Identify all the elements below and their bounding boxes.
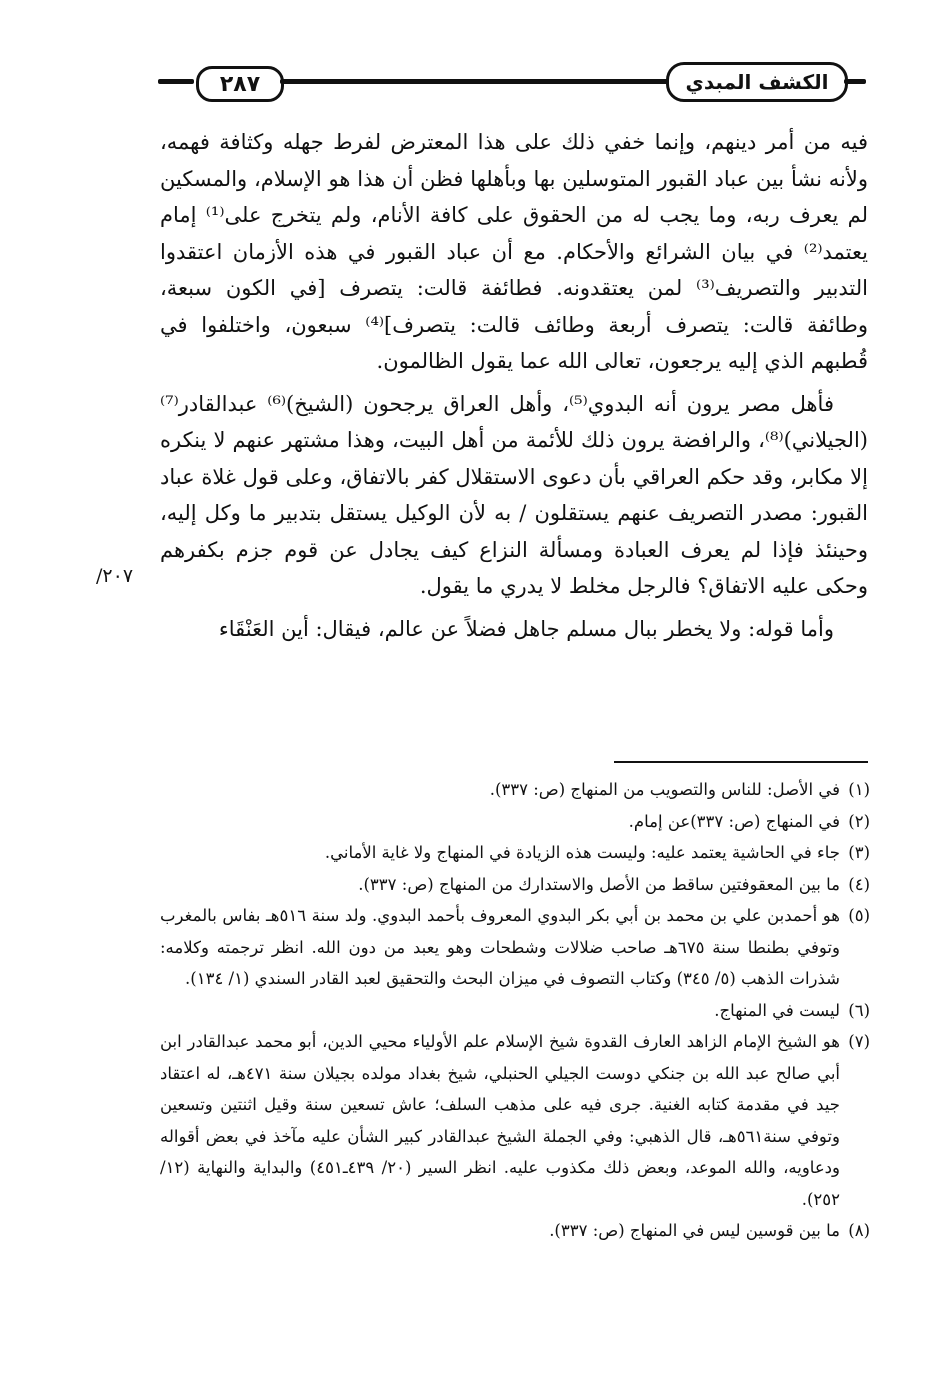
footnote-item (160, 1215, 870, 1247)
footnote-text: ليست في المنهاج. (714, 1000, 840, 1020)
footnote-item (160, 1026, 870, 1215)
manuscript-folio-ref: ٢٠٧/ (96, 565, 134, 587)
footnote-number: (٣) (848, 843, 870, 862)
footnote-number: (٢) (848, 811, 870, 831)
footnote-number: (٨) (848, 1221, 870, 1240)
page-header (158, 62, 866, 102)
footnote-number: (٦) (848, 1000, 870, 1020)
header-rule-right (844, 79, 866, 84)
page-number: ٢٨٧ (196, 66, 284, 102)
paragraph-2: فأهل مصر يرون أنه البدوي⁽⁵⁾، وأهل العراق يرجحون (الشيخ)⁽⁶⁾ عبدالقادر⁽⁷⁾ (الجيلاني)⁽⁸⁾، والرافضة يرون ذلك للأئمة من أهل البيت، وهذا مشتهر عنهم لا ينكره إلا مكابر، وقد حكم العراقي بأن دعوى الاستقلال كفر بالاتفاق، وعلى قول غلاة عباد القبور: مصدر التصريف عنهم يستقلون / به لأن الوكيل يستقل بتدبير ما وكل إليه، وحينئذ فإذا لم يعرف العبادة ومسألة النزاع كيف يجادل عن قوم جزم بكفرهم وحكى عليه الاتفاق؟ فالرجل مخلط لا يدري ما يقول. (160, 391, 868, 598)
footnote-number: (٥) (848, 906, 870, 925)
footnote-number: (١) (848, 780, 870, 799)
footnote-number: (٧) (848, 1032, 870, 1051)
footnotes (160, 774, 870, 1247)
footnote-separator (614, 761, 868, 763)
footnote-text: في الأصل: للناس والتصويب من المنهاج (ص: ٣٣٧). (489, 780, 840, 799)
footnote-text: ما بين قوسين ليس في المنهاج (ص: ٣٣٧). (549, 1221, 840, 1240)
footnote-item (160, 806, 870, 838)
footnote-item (160, 837, 870, 869)
footnote-number: (٤) (848, 874, 870, 894)
footnote-text: هو الشيخ الإمام الزاهد العارف القدوة شيخ الإسلام علم الأولياء محيي الدين، أبو محمد عبدالقادر ابن أبي صالح عبد الله بن جنكي دوست الجيلي الحنبلي، شيخ بغداد مولده بجيلان سنة ٤٧١هـ، له اعتقاد جيد في مقدمة كتابه الغنية. جرى فيه على مذهب السلف؛ عاش تسعين سنة وقيل اثنتين وتسعين وتوفي سنة٥٦١هـ، قال الذهبي: وفي الجملة الشيخ عبدالقادر كبير الشأن عليه مآخذ في بعض أقواله ودعاويه، والله الموعد، وبعض ذلك مكذوب عليه. انظر السير (٢٠/ ٤٣٩ـ٤٥١) والبداية والنهاية (١٢/ ٢٥٢). (160, 1032, 840, 1209)
footnote-text: في المنهاج (ص: ٣٣٧)عن إمام. (628, 811, 840, 831)
book-title: الكشف المبدي (666, 62, 848, 102)
footnote-text: ما بين المعقوفتين ساقط من الأصل والاستدارك من المنهاج (ص: ٣٣٧). (358, 874, 840, 894)
main-text (160, 124, 868, 647)
footnote-item (160, 774, 870, 806)
paragraph-1: فيه من أمر دينهم، وإنما خفي ذلك على هذا المعترض لفرط جهله وكثافة فهمه، ولأنه نشأ بين عباد القبور المتوسلين بها وبأهلها فظن أن هذا هو الإسلام، والمسكين لم يعرف ربه، وما يجب له من الحقوق على كافة الأنام، ولم يتخرج على⁽¹⁾ إمام يعتمد⁽²⁾ في بيان الشرائع والأحكام. مع أن عباد القبور في هذه الأزمان اعتقدوا التدبير والتصريف⁽³⁾ لمن يعتقدونه. فطائفة قالت: يتصرف [في الكون سبعة، وطائفة قالت: يتصرف أربعة وطائف قالت: يتصرف]⁽⁴⁾ سبعون، واختلفوا في قُطبهم الذي إليه يرجعون، تعالى الله عما يقول الظالمون. (160, 130, 868, 373)
footnote-item (160, 869, 870, 901)
footnote-item (160, 900, 870, 995)
footnote-item (160, 995, 870, 1027)
footnote-text: هو أحمدبن علي بن محمد بن أبي بكر البدوي المعروف بأحمد البدوي. ولد سنة ٥١٦هـ بفاس بالمغرب وتوفي بطنطا سنة ٦٧٥هـ صاحب ضلالات وشطحات وهو يعبد من دون الله. انظر ترجمته وكلامه: شذرات الذهب (٥/ ٣٤٥) وكتاب التصوف في ميزان البحث والتحقيق لعبد القادر السندي (١/ ١٣٤). (160, 906, 840, 988)
paragraph-3: وأما قوله: ولا يخطر ببال مسلم جاهل فضلاً عن عالم، فيقال: أين العَنْقَاء (218, 616, 834, 641)
header-rule-left (158, 79, 194, 84)
footnote-text: جاء في الحاشية يعتمد عليه: وليست هذه الزيادة في المنهاج ولا غاية الأماني. (324, 843, 840, 862)
